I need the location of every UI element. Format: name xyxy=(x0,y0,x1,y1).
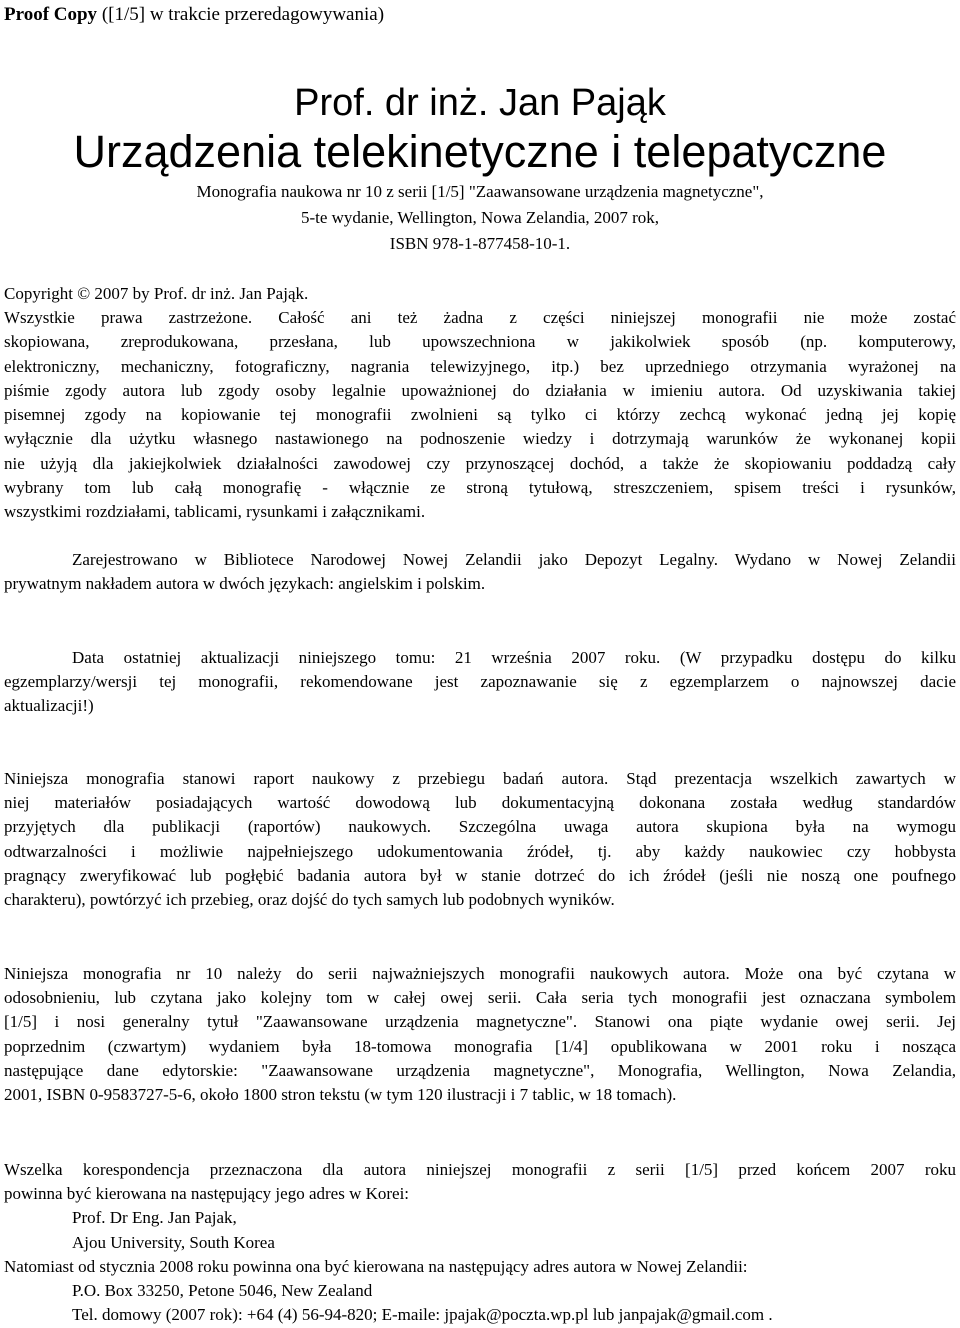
correspondence-line: powinna być kierowana na następujący jego adres w Korei: xyxy=(4,1184,410,1203)
book-title: Urządzenia telekinetyczne i telepatyczne xyxy=(73,126,887,177)
rights-line: elektroniczny, mechaniczny, fotograficzny, nagrania telewizyjnego, itp.) bez uprzedniego otrzymania wyrażonej na xyxy=(4,357,956,376)
author-title: Prof. dr inż. Jan Pająk xyxy=(294,82,666,124)
proof-copy-header xyxy=(4,3,384,27)
report-line: przyjętych dla publikacji (raportów) naukowych. Szczególna uwaga autora skupiona była na wymogu xyxy=(4,817,956,836)
rights-line: pisemnej zgody na kopiowanie tej monografii zwolnieni są tylko ci którzy zechcą wykonać jedną jej kopię xyxy=(4,405,956,424)
rights-line: piśmie zgody autora lub zgody osoby legalnie upoważnionej do działania w imieniu autora. Od uzyskiwania takiej xyxy=(4,381,956,400)
nz-address: P.O. Box 33250, Petone 5046, New Zealand xyxy=(72,1281,373,1300)
rights-line: wyłącznie dla użytku własnego nastawionego na podnoszenie wiedzy i dotrzymają warunków że wykonanej kopii xyxy=(4,429,956,448)
subtitle-line: Monografia naukowa nr 10 z serii [1/5] "Zaawansowane urządzenia magnetyczne", xyxy=(196,182,764,201)
korea-address: Ajou University, South Korea xyxy=(72,1233,275,1252)
series-line: następujące dane edytorskie: "Zaawansowane urządzenia magnetyczne", Monografia, Wellington, Nowa Zelandia, xyxy=(4,1061,956,1080)
report-line: Niniejsza monografia stanowi raport naukowy z przebiegu badań autora. Stąd prezentacja wszelkich zawartych w xyxy=(4,769,956,788)
nz-intro-line: Natomiast od stycznia 2008 roku powinna ona być kierowana na następujący adres autora w Nowej Zelandii: xyxy=(4,1257,748,1276)
registration-line: Zarejestrowano w Bibliotece Narodowej Nowej Zelandii jako Depozyt Legalny. Wydano w Nowej Zelandii xyxy=(72,550,956,569)
subtitle-line: ISBN 978-1-877458-10-1. xyxy=(389,234,571,253)
registration-line: prywatnym nakładem autora w dwóch językach: angielskim i polskim. xyxy=(4,574,486,593)
rights-line: Wszystkie prawa zastrzeżone. Całość ani też żadna z części niniejszej monografii nie może zostać xyxy=(4,308,956,327)
series-line: 2001, ISBN 0-9583727-5-6, około 1800 stron tekstu (w tym 120 ilustracji i 7 tablic, w 18 tomach). xyxy=(4,1085,677,1104)
contact-line: Tel. domowy (2007 rok): +64 (4) 56-94-820; E-maile: jpajak@poczta.wp.pl lub janpajak@gmail.com . xyxy=(72,1305,773,1324)
proof-copy-note: ([1/5] w trakcie przeredagowywania) xyxy=(97,4,385,25)
proof-copy-label: Proof Copy xyxy=(4,4,98,25)
update-line: egzemplarzy/wersji tej monografii, rekomendowane jest zapoznawanie się z egzemplarzem o najnowszej dacie xyxy=(4,672,956,691)
update-line: Data ostatniej aktualizacji niniejszego tomu: 21 września 2007 roku. (W przypadku dostępu do kilku xyxy=(72,648,956,667)
report-line: charakteru), powtórzyć ich przebieg, oraz dojść do tych samych lub podobnych wyników. xyxy=(4,890,615,909)
report-line: pragnący zweryfikować lub pogłębić badania autora był w stanie dotrzeć do ich źródeł (jeśli nie noszą one poufnego xyxy=(4,866,956,885)
rights-line: skopiowana, zreprodukowana, przesłana, lub upowszechniona w jakikolwiek sposób (np. komputerowy, xyxy=(4,332,956,351)
report-line: odtwarzalności i możliwie najpełniejszego udokumentowania źródeł, tj. aby każdy naukowiec czy hobbysta xyxy=(4,842,956,861)
copyright-line: Copyright © 2007 by Prof. dr inż. Jan Pająk. xyxy=(4,284,309,303)
korea-name: Prof. Dr Eng. Jan Pajak, xyxy=(72,1208,237,1227)
rights-line: wybrany tom lub całą monografię - włącznie ze stroną tytułową, streszczeniem, spisem treści i rysunków, xyxy=(4,478,956,497)
correspondence-line: Wszelka korespondencja przeznaczona dla autora niniejszej monografii z serii [1/5] przed końcem 2007 roku xyxy=(4,1160,956,1179)
series-line: odosobnieniu, lub czytana jako kolejny tom w całej owej serii. Cała seria tych monografii jest oznaczana symbolem xyxy=(4,988,956,1007)
series-line: poprzednim (czwartym) wydaniem była 18-tomowa monografia [1/4] opublikowana w 2001 roku i nosząca xyxy=(4,1037,956,1056)
series-line: Niniejsza monografia nr 10 należy do serii najważniejszych monografii naukowych autora. Może ona być czytana w xyxy=(4,964,956,983)
rights-line: wszystkimi rozdziałami, tablicami, rysunkami i załącznikami. xyxy=(4,502,426,521)
rights-line: nie użyją dla jakiejkolwiek działalności zawodowej czy przynoszącej dochód, a także że skopiowaniu poddadzą cały xyxy=(4,454,956,473)
report-line: niej materiałów posiadających wartość dowodową lub dokumentacyjną dokonana została według standardów xyxy=(4,793,956,812)
subtitle-line: 5-te wydanie, Wellington, Nowa Zelandia, 2007 rok, xyxy=(300,208,660,227)
update-line: aktualizacji!) xyxy=(4,696,94,715)
series-line: [1/5] i nosi generalny tytuł "Zaawansowane urządzenia magnetyczne". Stanowi ona piąte wydanie owej serii. Jej xyxy=(4,1012,956,1031)
